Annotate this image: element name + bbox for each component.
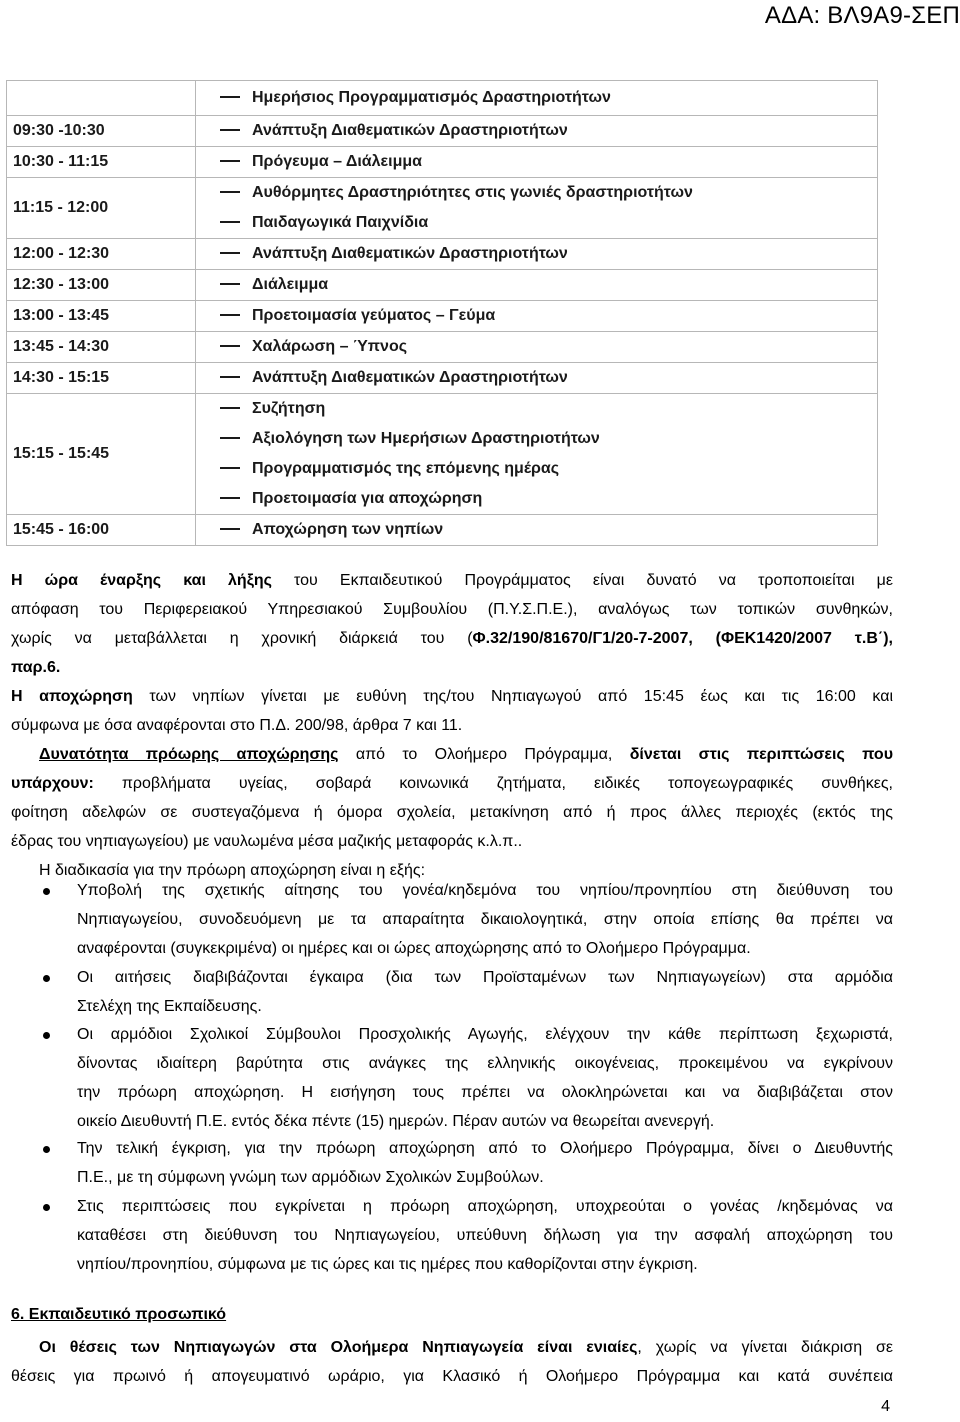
text-line <box>11 740 893 769</box>
activity-text: Αποχώρηση των νηπίων <box>252 521 444 538</box>
bold-underlined-text: Δυνατότητα πρόωρης αποχώρησης <box>39 746 339 763</box>
dash-icon <box>220 252 240 254</box>
schedule-row <box>7 270 878 301</box>
time-cell: 15:45 - 16:00 <box>7 515 196 546</box>
text-line <box>11 1333 893 1362</box>
text-line: καταθέσει στη διεύθυνση του Νηπιαγωγείου, υπεύθυνη δήλωση για την ασφαλή αποχώρηση του <box>77 1227 893 1244</box>
schedule-row <box>7 239 878 270</box>
text-line: Οι αιτήσεις διαβιβάζονται έγκαιρα (δια των Προϊσταμένων των Νηπιαγωγείων) στα αρμόδια <box>77 969 893 986</box>
activities-cell <box>196 301 878 332</box>
schedule-row <box>7 515 878 546</box>
activity-text: Αξιολόγηση των Ημερήσιων Δραστηριοτήτων <box>252 430 600 447</box>
activity-line <box>220 147 877 177</box>
text: των νηπίων γίνεται με ευθύνη της/του Νηπιαγωγού από 15:45 έως και τις 16:00 και <box>132 688 893 705</box>
activities-cell <box>196 116 878 147</box>
activity-line <box>220 515 877 545</box>
dash-icon <box>220 528 240 530</box>
text-line: Π.Ε., με τη σύμφωνη γνώμη των αρμόδιων Σχολικών Συμβούλων. <box>77 1169 544 1186</box>
activity-text: Προετοιμασία γεύματος – Γεύμα <box>252 307 496 324</box>
dash-icon <box>220 191 240 193</box>
text-line: Την τελική έγκριση, για την πρόωρη αποχώρηση από το Ολοήμερο Πρόγραμμα, δίνει ο Διευθυντής <box>77 1140 893 1157</box>
activities-cell <box>196 332 878 363</box>
text: Η διαδικασία για την πρόωρη αποχώρηση είναι η εξής: <box>39 862 426 879</box>
text-line: θέσεις για πρωινό ή απογευματινό ωράριο, για Κλασικό ή Ολοήμερο Πρόγραμμα και κατά συνέπεια <box>11 1368 893 1385</box>
activity-text: Ανάπτυξη Διαθεματικών Δραστηριοτήτων <box>252 245 568 262</box>
time-cell: 11:15 - 12:00 <box>7 178 196 239</box>
dash-icon <box>220 345 240 347</box>
activity-line <box>220 332 877 362</box>
time-cell: 10:30 - 11:15 <box>7 147 196 178</box>
paragraph-departure <box>11 682 893 740</box>
text-line <box>11 653 893 682</box>
bullet-item <box>11 1134 893 1192</box>
paragraph-early-departure <box>11 740 893 856</box>
activities-cell <box>196 394 878 515</box>
schedule-title-row <box>7 81 878 116</box>
time-cell: 09:30 -10:30 <box>7 116 196 147</box>
text-line: Νηπιαγωγείου, συνοδευόμενη με τα απαραίτητα δικαιολογητικά, στην οποία επίσης θα πρέπει να <box>77 911 893 928</box>
time-cell: 15:15 - 15:45 <box>7 394 196 515</box>
text-line: δίνοντας ιδιαίτερη βαρύτητα στις ανάγκες της ελληνικής οικογένειας, προκειμένου να εγκρίνουν <box>77 1055 893 1072</box>
bold-text: παρ.6. <box>11 659 61 676</box>
time-cell: 14:30 - 15:15 <box>7 363 196 394</box>
dash-icon <box>220 467 240 469</box>
dash-icon <box>220 160 240 162</box>
schedule-row <box>7 394 878 515</box>
activity-text: Συζήτηση <box>252 400 326 417</box>
schedule-title-cell <box>196 81 878 116</box>
activity-line <box>220 484 877 514</box>
text-line: απόφαση του Περιφερειακού Υπηρεσιακού Συμβουλίου (Π.Υ.Σ.Π.Ε.), αναλόγως των τοπικών συνθηκών, <box>11 601 893 618</box>
schedule-row <box>7 301 878 332</box>
activity-text: Διάλειμμα <box>252 276 329 293</box>
text-line: σύμφωνα με όσα αναφέρονται στο Π.Δ. 200/98, άρθρα 7 και 11. <box>11 717 463 734</box>
page-number: 4 <box>881 1398 890 1415</box>
time-cell: 12:00 - 12:30 <box>7 239 196 270</box>
bullet-dot-icon <box>43 1032 50 1039</box>
time-cell: 13:45 - 14:30 <box>7 332 196 363</box>
activities-cell <box>196 363 878 394</box>
activity-line <box>220 363 877 393</box>
activity-text: Προγραμματισμός της επόμενης ημέρας <box>252 460 560 477</box>
text: του Εκπαιδευτικού Προγράμματος είναι δυνατό να τροποποιείται με <box>271 572 894 589</box>
activities-cell <box>196 515 878 546</box>
activity-line <box>220 424 877 454</box>
bullet-dot-icon <box>43 888 50 895</box>
activity-text: Αυθόρμητες Δραστηριότητες στις γωνιές δραστηριοτήτων <box>252 184 693 201</box>
activities-cell <box>196 147 878 178</box>
text-line: Οι αρμόδιοι Σχολικοί Σύμβουλοι Προσχολικής Αγωγής, ελέγχουν την κάθε περίπτωση ξεχωριστά, <box>77 1026 893 1043</box>
bullet-item <box>11 876 893 963</box>
text-line: την πρόωρη αποχώρηση. Η εισήγηση τους πρέπει να ολοκληρώνεται και να διαβιβάζεται στον <box>77 1084 893 1101</box>
schedule-row <box>7 116 878 147</box>
dash-icon <box>220 314 240 316</box>
activities-cell <box>196 270 878 301</box>
activity-text: Ανάπτυξη Διαθεματικών Δραστηριοτήτων <box>252 369 568 386</box>
time-cell: 12:30 - 13:00 <box>7 270 196 301</box>
bold-text: Η αποχώρηση <box>11 688 133 705</box>
dash-icon <box>220 283 240 285</box>
bold-text: δίνεται στις περιπτώσεις που <box>629 746 893 763</box>
dash-icon <box>220 376 240 378</box>
text-line <box>11 566 893 595</box>
bullet-item <box>11 963 893 1021</box>
activities-cell <box>196 239 878 270</box>
text-line: Στελέχη της Εκπαίδευσης. <box>77 998 262 1015</box>
activity-line <box>220 239 877 269</box>
schedule-row <box>7 332 878 363</box>
text-line <box>11 769 893 798</box>
ada-code: ΑΔΑ: ΒΛ9Α9-ΣΕΠ <box>764 2 960 29</box>
bold-text: υπάρχουν: <box>11 775 94 792</box>
section-heading-6: 6. Εκπαιδευτικό προσωπικό <box>11 1306 227 1323</box>
text-line: Υποβολή της σχετικής αίτησης του γονέα/κηδεμόνα του νηπίου/προνηπίου στη διεύθυνση του <box>77 882 893 899</box>
bullet-dot-icon <box>43 1146 50 1153</box>
schedule-title: Ημερήσιος Προγραμματισμός Δραστηριοτήτων <box>252 89 611 106</box>
text-line: Στις περιπτώσεις που εγκρίνεται η πρόωρη αποχώρηση, υποχρεούται ο γονέας /κηδεμόνας να <box>77 1198 893 1215</box>
paragraph-section6 <box>11 1333 893 1391</box>
activity-text: Ανάπτυξη Διαθεματικών Δραστηριοτήτων <box>252 122 568 139</box>
bullet-dot-icon <box>43 1204 50 1211</box>
activity-text: Προετοιμασία για αποχώρηση <box>252 490 483 507</box>
activity-text: Χαλάρωση – Ύπνος <box>252 338 408 355</box>
schedule-row <box>7 178 878 239</box>
text-line: νηπίου/προνηπίου, σύμφωνα με τις ώρες και τις ημέρες που καθορίζονται στην έγκριση. <box>77 1256 698 1273</box>
bold-text: Η ώρα έναρξης και λήξης <box>11 572 272 589</box>
activity-line <box>220 270 877 300</box>
text-line: φοίτηση αδελφών σε συστεγαζόμενα ή όμορα σχολεία, μετακίνηση από ή προς άλλες περιοχές (εκτός της <box>11 804 893 821</box>
dash-icon <box>220 221 240 223</box>
text-line <box>11 682 893 711</box>
text-line: αναφέρονται (συγκεκριμένα) οι ημέρες και οι ώρες αποχώρησης από το Ολοήμερο Πρόγραμμα. <box>77 940 751 957</box>
dash-icon <box>220 96 240 98</box>
daily-schedule-table <box>6 80 878 546</box>
bullet-dot-icon <box>43 975 50 982</box>
bold-text: Φ.32/190/81670/Γ1/20-7-2007, (ΦΕΚ1420/2007 τ.Β΄), <box>472 630 893 647</box>
schedule-row <box>7 147 878 178</box>
text: , χωρίς να γίνεται διάκριση σε <box>637 1339 894 1356</box>
dash-icon <box>220 497 240 499</box>
activity-line <box>220 208 877 238</box>
dash-icon <box>220 129 240 131</box>
activity-line <box>220 454 877 484</box>
dash-icon <box>220 407 240 409</box>
activity-line <box>220 301 877 331</box>
activity-text: Παιδαγωγικά Παιχνίδια <box>252 214 429 231</box>
text-line: έδρας του νηπιαγωγείου) με ναυλωμένα μέσα μαζικής μεταφοράς κ.λ.π.. <box>11 833 523 850</box>
text: χωρίς να μεταβάλλεται η χρονική διάρκειά του ( <box>11 630 473 647</box>
text-line: οικείο Διευθυντή Π.Ε. εντός δέκα πέντε (15) ημερών. Πέραν αυτών να θεωρείται ανενεργή. <box>77 1113 715 1130</box>
dash-icon <box>220 437 240 439</box>
activity-line <box>220 394 877 424</box>
bullet-item <box>11 1192 893 1279</box>
time-cell <box>7 81 196 116</box>
text: από το Ολοήμερο Πρόγραμμα, <box>338 746 630 763</box>
schedule-row <box>7 363 878 394</box>
activity-text: Πρόγευμα – Διάλειμμα <box>252 153 422 170</box>
text: προβλήματα υγείας, σοβαρά κοινωνικά ζητήματα, ειδικές τοπογεωγραφικές συνθήκες, <box>93 775 893 792</box>
activity-line <box>220 178 877 208</box>
paragraph-hours-modification <box>11 566 893 682</box>
time-cell: 13:00 - 13:45 <box>7 301 196 332</box>
activity-line <box>220 116 877 146</box>
activities-cell <box>196 178 878 239</box>
bold-text: Οι θέσεις των Νηπιαγωγών στα Ολοήμερα Νηπιαγωγεία είναι ενιαίες <box>39 1339 638 1356</box>
text-line <box>11 624 893 653</box>
bullet-item <box>11 1020 893 1136</box>
